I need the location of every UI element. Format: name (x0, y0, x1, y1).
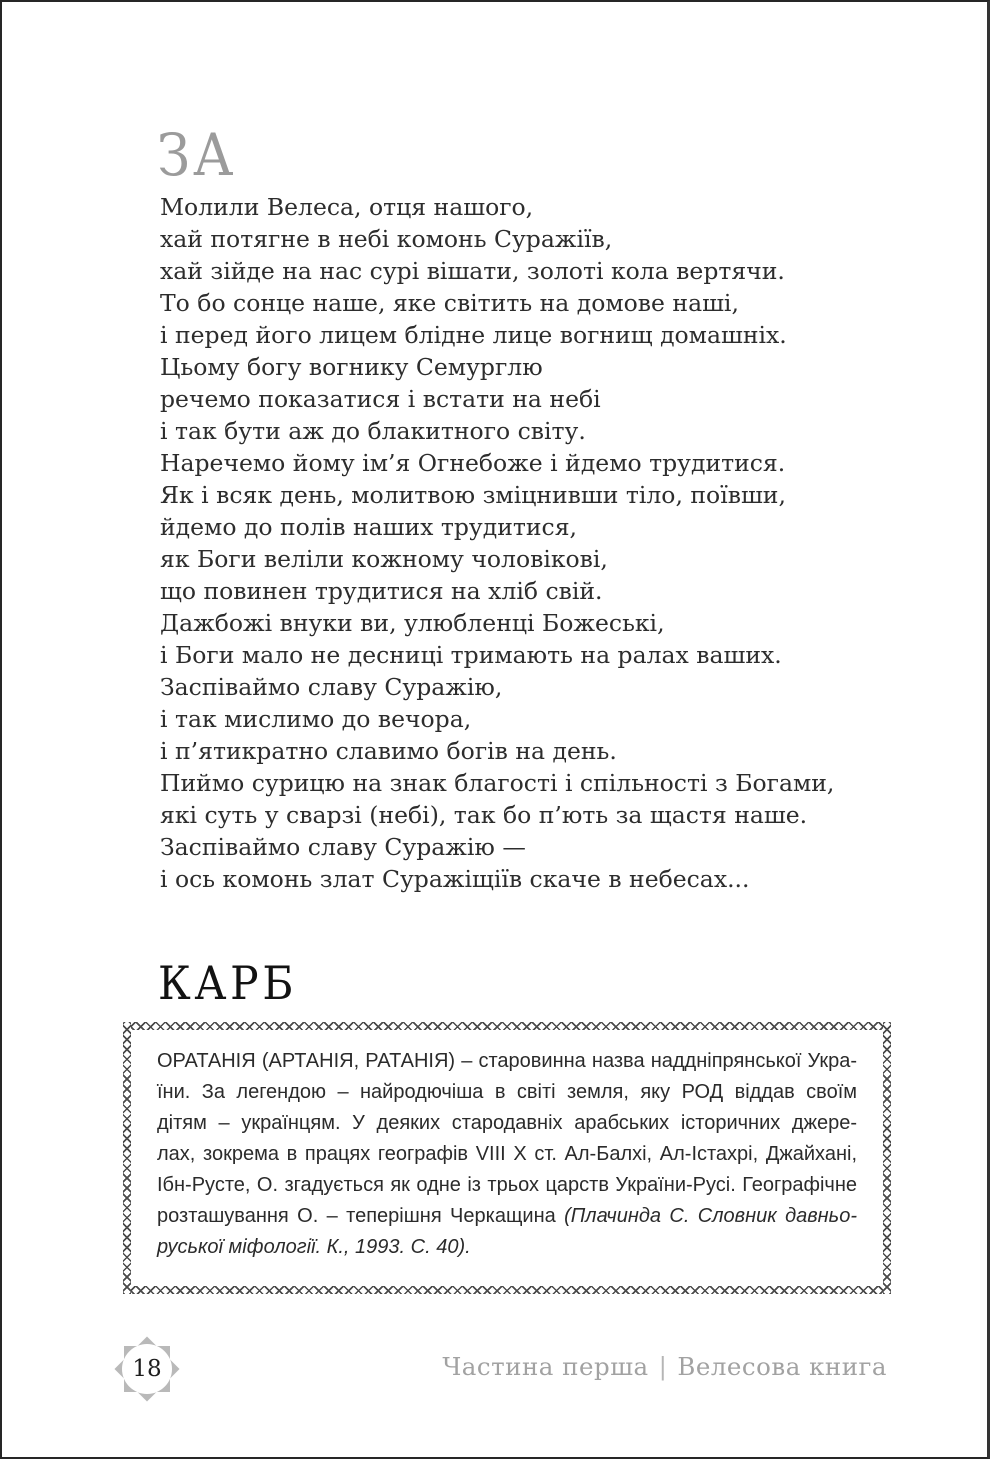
poem-line: і так мислимо до вечора, (160, 705, 472, 733)
note-line: їни. За легендою – найродючіша в світі земля, яку РОД віддав своїм (157, 1081, 857, 1103)
note-line: ОРАТАНІЯ (АРТАНІЯ, РАТАНІЯ) – старовинна назва наддніпрянської Укра- (157, 1050, 857, 1072)
note-line: Ібн-Русте, О. згадується як одне із трьох царств України-Русі. Географічне (157, 1174, 857, 1196)
note-box-border-left (123, 1022, 131, 1294)
note-box-border-right (883, 1022, 891, 1294)
poem-line: як Боги веліли кожному чоловікові, (160, 545, 608, 573)
note-box-border-top (123, 1022, 891, 1030)
note-text (131, 1030, 883, 1286)
running-title-section: Частина перша (442, 1352, 649, 1381)
poem-line: і перед його лицем блідне лице вогнищ домашніх. (160, 321, 787, 349)
note-box (123, 1022, 891, 1294)
poem-line: хай зійде на нас сурі вішати, золоті кола вертячи. (160, 257, 785, 285)
poem-line: які суть у сварзі (небі), так бо п’ють за щастя наше. (160, 801, 808, 829)
karb-heading: КАРБ (158, 956, 298, 1010)
running-title (442, 1352, 887, 1381)
note-line: руської міфології. К., 1993. С. 40). (157, 1236, 471, 1258)
poem-line: Як і всяк день, молитвою зміцнивши тіло, поївши, (160, 481, 786, 509)
note-line: лах, зокрема в працях географів VIII X ст. Ал-Балхі, Ал-Істахрі, Джайхані, (157, 1143, 857, 1165)
page-number: 18 (132, 1356, 162, 1382)
poem-line: Наречемо йому ім’я Огнебоже і йдемо трудитися. (160, 449, 786, 477)
page-number-badge (115, 1337, 179, 1401)
running-title-separator: | (658, 1352, 668, 1381)
note-line: дітям – українцям. У деяких стародавніх арабських історичних джере- (157, 1112, 857, 1134)
page-footer (2, 1332, 987, 1412)
poem-line: Заспіваймо славу Суражію — (160, 833, 526, 861)
poem-line: Пиймо сурицю на знак благості і спільності з Богами, (160, 769, 835, 797)
poem-line: Молили Велеса, отця нашого, (160, 193, 534, 221)
chapter-mark: ЗА (157, 121, 237, 189)
running-title-book: Велесова книга (677, 1352, 887, 1381)
note-line: розташування О. – теперішня Черкащина (Плачинда С. Словник давньо- (157, 1205, 857, 1227)
poem (160, 191, 900, 895)
poem-line: і так бути аж до блакитного світу. (160, 417, 586, 445)
poem-line: хай потягне в небі комонь Суражіїв, (160, 225, 613, 253)
poem-line: і п’ятикратно славимо богів на день. (160, 737, 617, 765)
poem-line: То бо сонце наше, яке світить на домове наші, (160, 289, 739, 317)
poem-line: Заспіваймо славу Суражію, (160, 673, 503, 701)
note-box-border-bottom (123, 1286, 891, 1294)
poem-line: і Боги мало не десниці тримають на ралах ваших. (160, 641, 782, 669)
poem-line: Дажбожі внуки ви, улюбленці Божеські, (160, 609, 665, 637)
poem-line: Цьому богу вогнику Семурглю (160, 353, 543, 381)
poem-line: йдемо до полів наших трудитися, (160, 513, 578, 541)
poem-line: речемо показатися і встати на небі (160, 385, 601, 413)
poem-line: і ось комонь злат Суражіщіїв скаче в небесах... (160, 865, 750, 893)
poem-line: що повинен трудитися на хліб свій. (160, 577, 603, 605)
